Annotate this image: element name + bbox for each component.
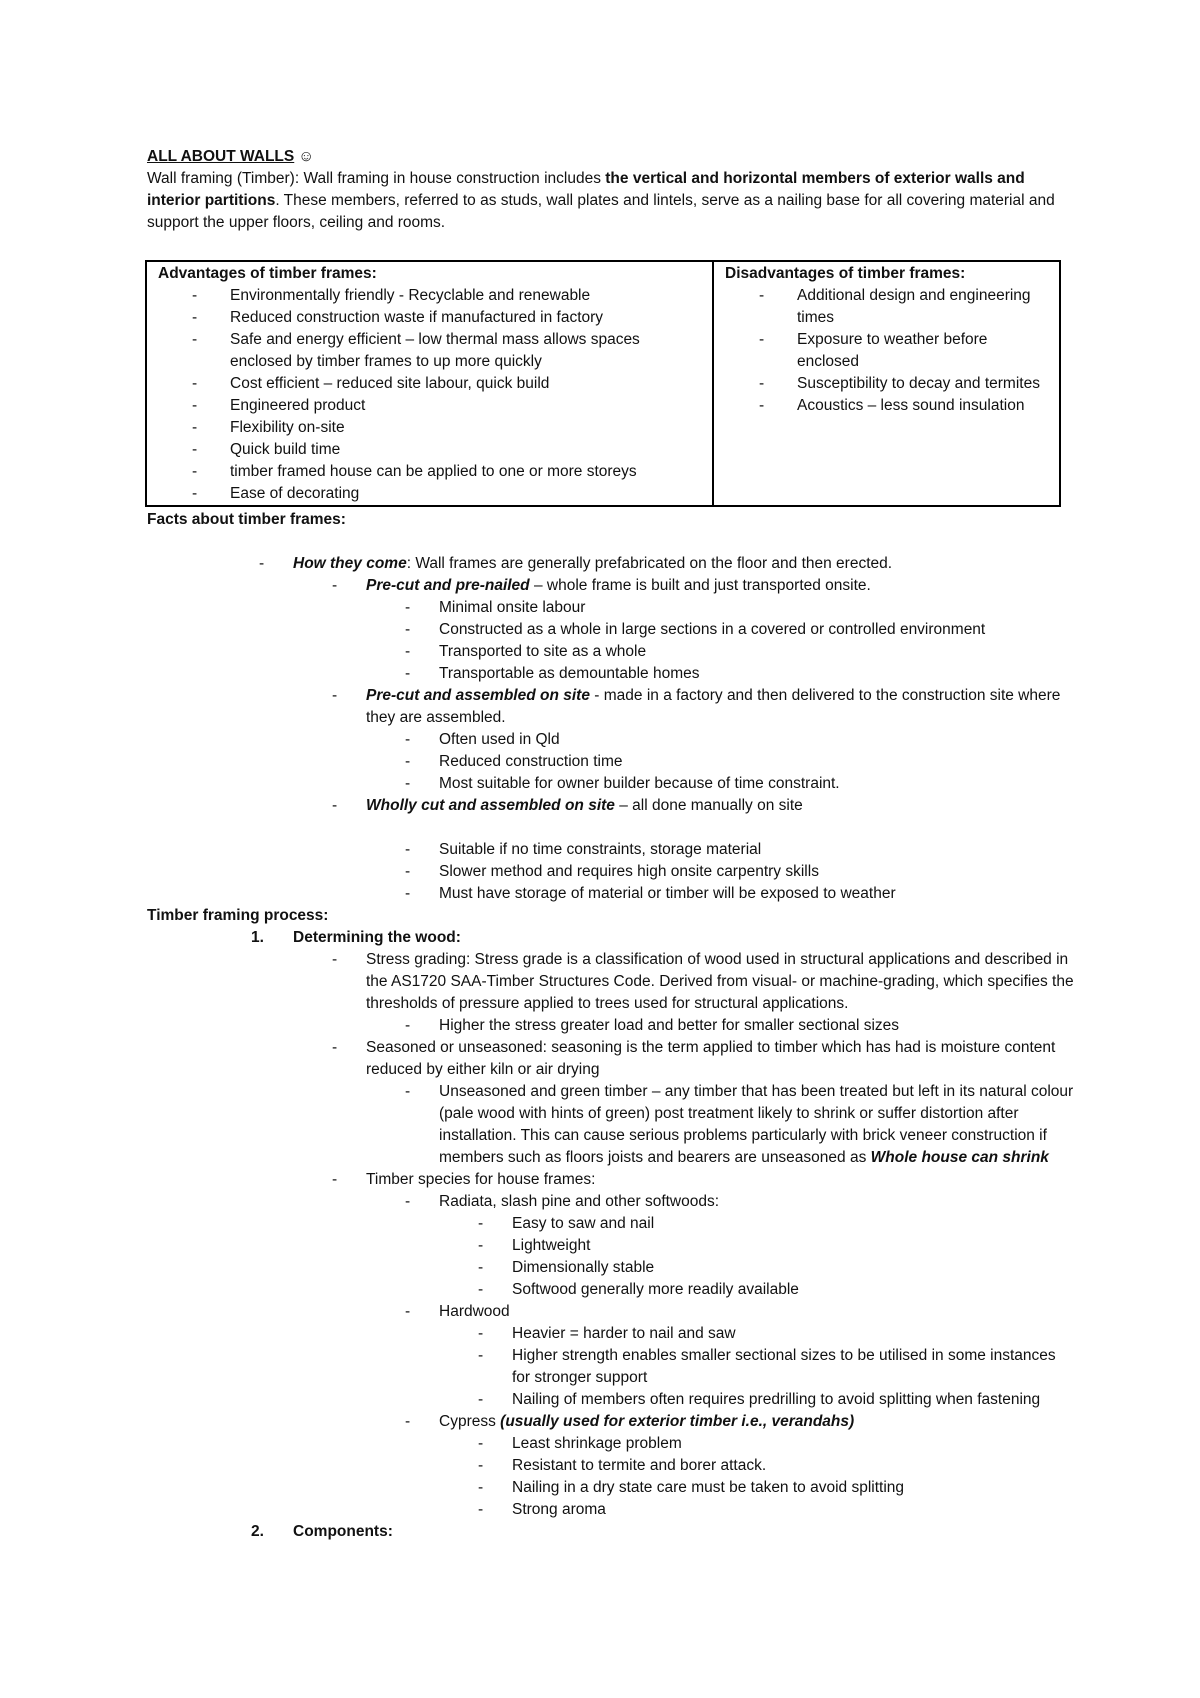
- advantages-heading: Advantages of timber frames:: [158, 265, 377, 282]
- list-item: - Constructed as a whole in large sections in a covered or controlled environment: [147, 619, 1077, 641]
- intro-paragraph: Wall framing (Timber): Wall framing in house construction includes the vertical and horizontal members of exterior walls and interior partitions. These members, referred to as studs, wall plates and lintels, serve as a nailing base for all covering material and support the upper floors, ceiling and rooms.: [147, 170, 1055, 231]
- list-item: - Pre-cut and assembled on site - made in a factory and then delivered to the construction site where they are assembled.: [147, 685, 1077, 729]
- list-item: - Stress grading: Stress grade is a classification of wood used in structural applications and described in the AS1720 SAA-Timber Structures Code. Derived from visual- or machine-grading, which specifies the thresholds of pressure applied to trees used for structural applications.: [147, 949, 1077, 1015]
- list-item: - Environmentally friendly - Recyclable and renewable: [158, 285, 704, 307]
- list-item: - Easy to saw and nail: [478, 1215, 655, 1232]
- list-item: - Flexibility on-site: [158, 417, 704, 439]
- list-item: - Nailing of members often requires predrilling to avoid splitting when fastening: [478, 1391, 1041, 1408]
- list-item: - Must have storage of material or timber will be exposed to weather: [147, 883, 1077, 905]
- list-item: - Ease of decorating: [158, 483, 704, 505]
- facts-heading: Facts about timber frames:: [147, 511, 346, 528]
- list-item: - Acoustics – less sound insulation: [725, 395, 1051, 417]
- list-item: - timber framed house can be applied to one or more storeys: [158, 461, 704, 483]
- list-item: - Additional design and engineering times: [725, 285, 1051, 329]
- list-item: - Cost efficient – reduced site labour, quick build: [158, 373, 704, 395]
- list-item: - Engineered product: [158, 395, 704, 417]
- smiley-icon: ☺: [298, 148, 315, 165]
- advantages-disadvantages-table: [145, 260, 1061, 507]
- list-item: - Heavier = harder to nail and saw: [478, 1325, 736, 1342]
- list-item: - Resistant to termite and borer attack.: [478, 1457, 767, 1474]
- disadvantages-cell: [713, 261, 1060, 506]
- step-1: 1. Determining the wood:: [251, 929, 461, 946]
- list-item: - Hardwood: [147, 1301, 1077, 1323]
- advantages-list: [158, 285, 704, 505]
- list-item: - Minimal onsite labour: [147, 597, 1077, 619]
- list-item: - Cypress (usually used for exterior timber i.e., verandahs): [147, 1411, 1077, 1433]
- process-heading: Timber framing process:: [147, 907, 329, 924]
- list-item: - Unseasoned and green timber – any timber that has been treated but left in its natural colour (pale wood with hints of green) post treatment likely to shrink or suffer distortion after installation. This can cause serious problems particularly with brick veneer construction if members such as floors joists and bearers are unseasoned as Whole house can shrink: [147, 1081, 1077, 1169]
- list-item: - Transported to site as a whole: [147, 641, 1077, 663]
- disadvantages-heading: Disadvantages of timber frames:: [725, 265, 966, 282]
- list-item: - Higher strength enables smaller sectional sizes to be utilised in some instances for stronger support: [478, 1347, 1056, 1386]
- list-item: - Reduced construction time: [147, 751, 1077, 773]
- list-item: - Reduced construction waste if manufactured in factory: [158, 307, 704, 329]
- list-item: - Transportable as demountable homes: [147, 663, 1077, 685]
- list-item: - Suitable if no time constraints, storage material: [147, 839, 1077, 861]
- list-item: - Nailing in a dry state care must be taken to avoid splitting: [478, 1479, 905, 1496]
- page-title: ALL ABOUT WALLS ☺: [147, 146, 1077, 168]
- step-2: 2. Components:: [251, 1523, 393, 1540]
- list-item: - Lightweight: [478, 1237, 591, 1254]
- intro-section: [147, 146, 1077, 234]
- list-item: - Slower method and requires high onsite carpentry skills: [147, 861, 1077, 883]
- list-item: - Strong aroma: [478, 1501, 606, 1518]
- list-item: - Exposure to weather before enclosed: [725, 329, 1051, 373]
- list-item: - Radiata, slash pine and other softwoods:: [147, 1191, 1077, 1213]
- list-item: - Dimensionally stable: [478, 1259, 655, 1276]
- list-item: - Pre-cut and pre-nailed – whole frame is built and just transported onsite.: [147, 575, 1077, 597]
- list-item: - Quick build time: [158, 439, 704, 461]
- list-item: - Often used in Qld: [147, 729, 1077, 751]
- disadvantages-list: [725, 285, 1051, 417]
- list-item: - Least shrinkage problem: [478, 1435, 682, 1452]
- advantages-cell: [146, 261, 713, 506]
- list-item: - Seasoned or unseasoned: seasoning is the term applied to timber which has had is moisture content reduced by either kiln or air drying: [147, 1037, 1077, 1081]
- list-item: - How they come: Wall frames are generally prefabricated on the floor and then erected.: [147, 553, 1077, 575]
- list-item: - Safe and energy efficient – low thermal mass allows spaces enclosed by timber frames to up more quickly: [158, 329, 704, 373]
- body-section: [147, 509, 1077, 1543]
- list-item: - Higher the stress greater load and better for smaller sectional sizes: [147, 1015, 1077, 1037]
- list-item: - Most suitable for owner builder because of time constraint.: [147, 773, 1077, 795]
- list-item: - Timber species for house frames:: [147, 1169, 1077, 1191]
- list-item: - Susceptibility to decay and termites: [725, 373, 1051, 395]
- list-item: - Wholly cut and assembled on site – all done manually on site: [147, 795, 1077, 817]
- list-item: - Softwood generally more readily available: [478, 1281, 799, 1298]
